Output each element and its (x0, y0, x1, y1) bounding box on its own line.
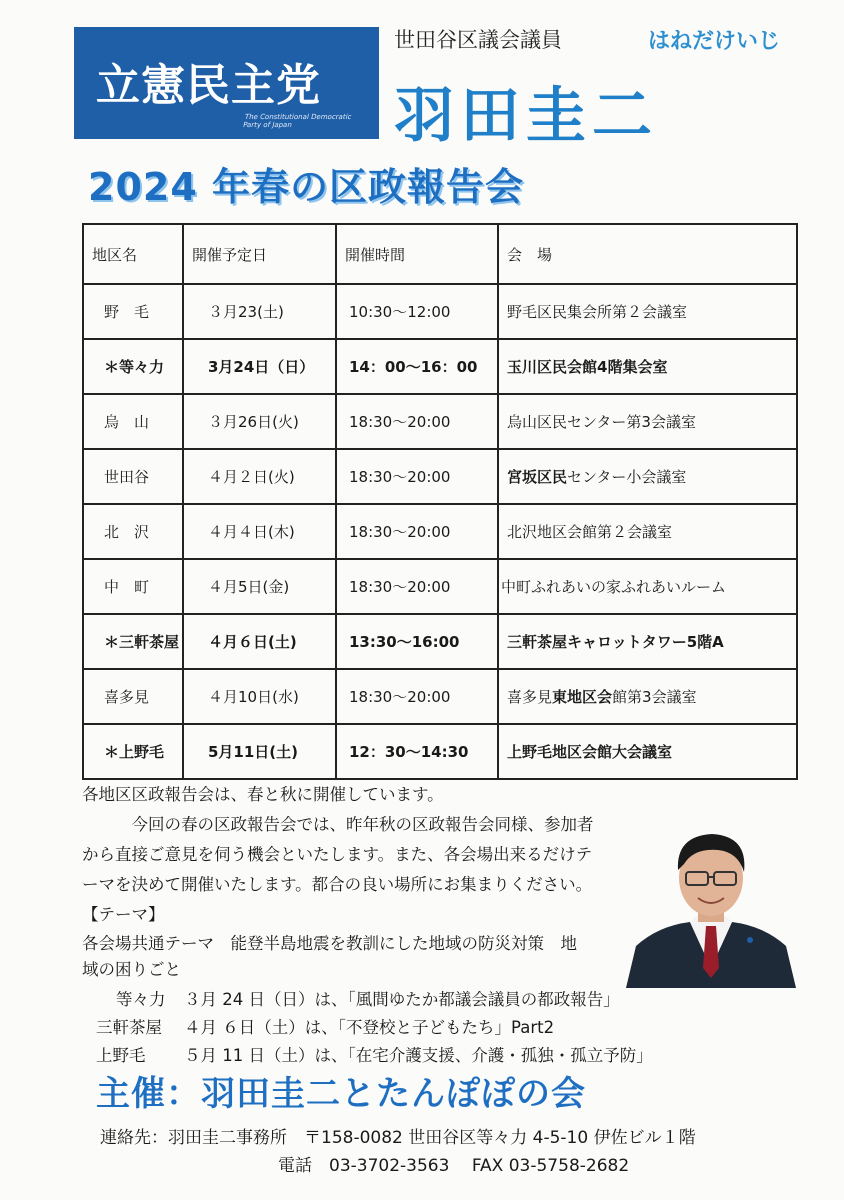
cell-district: 世田谷 (83, 449, 183, 504)
cell-time: 14：00～16：00 (336, 339, 498, 394)
table-row (83, 394, 797, 449)
intro-line-2: 今回の春の区政報告会では、昨年秋の区政報告会同様、参加者 (82, 815, 594, 834)
cell-district: 喜多見 (83, 669, 183, 724)
header-venue: 会 場 (498, 224, 797, 284)
party-logo-english: The Constitutional Democratic Party of Japan (242, 113, 353, 129)
header-district: 地区名 (83, 224, 183, 284)
cell-venue: 三軒茶屋キャロットタワー5階A (498, 614, 797, 669)
cell-venue (498, 669, 797, 724)
theme-place: 等々力 (116, 990, 166, 1009)
table-row (83, 339, 797, 394)
cell-district: 烏 山 (83, 394, 183, 449)
name-kanji: 羽田圭二 (394, 81, 658, 151)
cell-district: 中 町 (83, 559, 183, 614)
venue-rest-part: センター小会議室 (567, 468, 687, 486)
cell-date: ４月４日(木) (183, 504, 336, 559)
cell-venue: 野毛区民集会所第２会議室 (498, 284, 797, 339)
theme-place: 上野毛 (96, 1046, 146, 1065)
cell-date: ３月23(土) (183, 284, 336, 339)
venue-pre-part: 喜多見 (507, 688, 553, 706)
intro-line-4: ーマを決めて開催いたします。都合の良い場所にお集まりください。 (82, 875, 593, 894)
cell-district: 北 沢 (83, 504, 183, 559)
venue-bold-part: 宮坂区民 (507, 468, 568, 486)
cell-venue: 中町ふれあいの家ふれあいルーム (498, 559, 797, 614)
cell-venue: 烏山区民センター第3会議室 (498, 394, 797, 449)
cell-venue: 玉川区民会館4階集会室 (498, 339, 797, 394)
schedule-table (82, 223, 798, 780)
theme-text: ４月 ６日（土）は、「不登校と子どもたち」Part2 (184, 1018, 555, 1037)
cell-date: ４月10日(水) (183, 669, 336, 724)
cell-district: 野 毛 (83, 284, 183, 339)
theme-text: ３月 24 日（日）は、「風間ゆたか都議会議員の都政報告」 (184, 990, 620, 1009)
party-logo-text: 立憲民主党 (96, 60, 321, 111)
table-row (83, 449, 797, 504)
common-theme-line-2: 域の困りごと (82, 960, 181, 979)
cell-time: 18:30～20:00 (336, 394, 498, 449)
cell-time: 13:30～16:00 (336, 614, 498, 669)
name-kana: はねだけいじ (648, 29, 781, 54)
table-row (83, 614, 797, 669)
cell-time: 18:30～20:00 (336, 669, 498, 724)
theme-text: ５月 11 日（土）は、「在宅介護支援、介護・孤独・孤立予防」 (184, 1046, 653, 1065)
contact-phone: 電話 03-3702-3563 FAX 03-5758-2682 (278, 1156, 630, 1176)
common-theme-line-1: 各会場共通テーマ 能登半島地震を教訓にした地域の防災対策 地 (82, 934, 577, 953)
intro-line-1: 各地区区政報告会は、春と秋に開催しています。 (82, 785, 444, 804)
intro-line-3: から直接ご意見を伺う機会といたします。また、各会場出来るだけテ (82, 845, 593, 864)
table-row (83, 559, 797, 614)
cell-venue: 北沢地区会館第２会議室 (498, 504, 797, 559)
cell-time: 12：30～14:30 (336, 724, 498, 779)
cell-date: ４月5日(金) (183, 559, 336, 614)
cell-time: 18:30～20:00 (336, 559, 498, 614)
cell-time: 10:30～12:00 (336, 284, 498, 339)
contact-address: 連絡先：羽田圭二事務所 〒158-0082 世田谷区等々力 4-5-10 伊佐ビル１階 (100, 1128, 696, 1148)
cell-district: ＊上野毛 (83, 724, 183, 779)
cell-time: 18:30～20:00 (336, 449, 498, 504)
cell-district: ＊等々力 (83, 339, 183, 394)
cell-date: 5月11日(土) (183, 724, 336, 779)
venue-rest-part: 館第3会議室 (612, 688, 697, 706)
header-date: 開催予定日 (183, 224, 336, 284)
venue-bold-part: 東地区会 (552, 688, 613, 706)
cell-date: ４月６日(土) (183, 614, 336, 669)
table-row (83, 284, 797, 339)
position-title: 世田谷区議会議員 (394, 28, 562, 52)
cell-date: 3月24日（日） (183, 339, 336, 394)
candidate-portrait (618, 818, 804, 988)
table-row (83, 669, 797, 724)
theme-place: 三軒茶屋 (96, 1018, 162, 1037)
cell-district: ＊三軒茶屋 (83, 614, 183, 669)
theme-heading: 【テーマ】 (82, 905, 165, 924)
header-time: 開催時間 (336, 224, 498, 284)
report-title: 2024 年春の区政報告会 (88, 165, 524, 209)
cell-date: ４月２日(火) (183, 449, 336, 504)
table-row (83, 724, 797, 779)
party-logo (74, 27, 379, 139)
cell-venue: 上野毛地区会館大会議室 (498, 724, 797, 779)
cell-venue (498, 449, 797, 504)
cell-time: 18:30～20:00 (336, 504, 498, 559)
table-header-row (83, 224, 797, 284)
table-row (83, 504, 797, 559)
cell-date: ３月26日(火) (183, 394, 336, 449)
organizer: 主催：羽田圭二とたんぽぽの会 (96, 1074, 586, 1114)
